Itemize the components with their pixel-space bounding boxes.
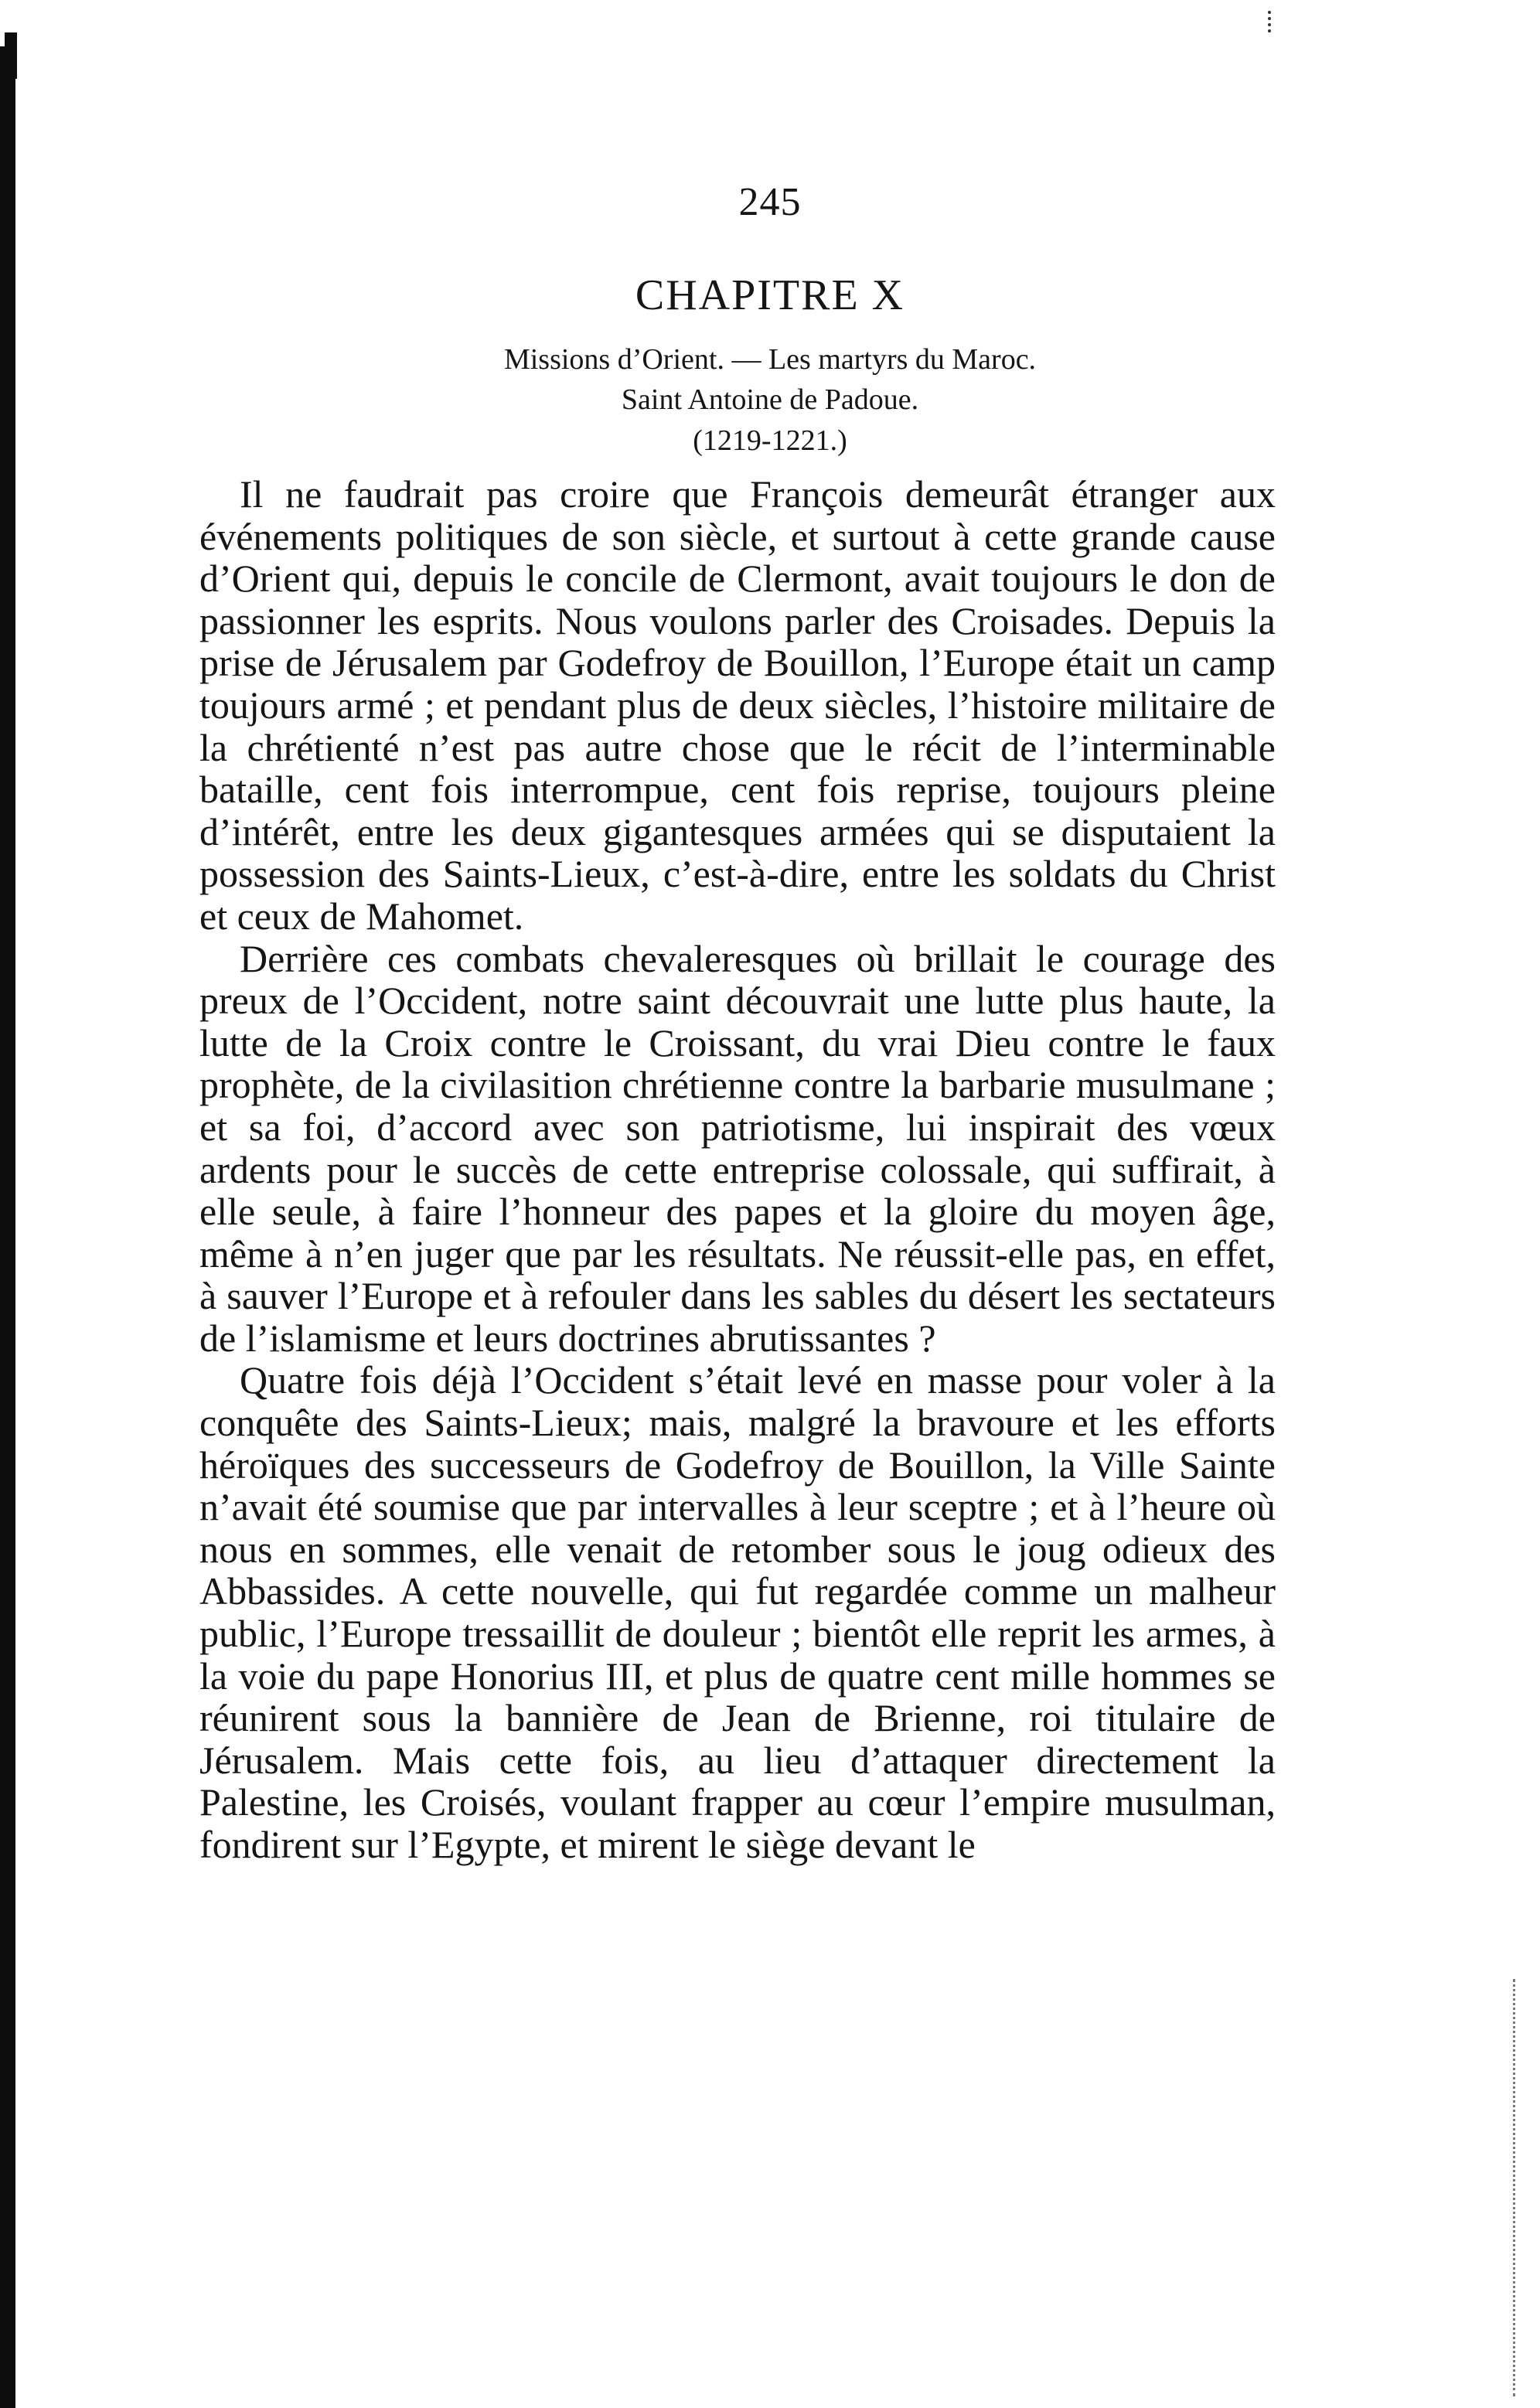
page-number: 245 [738,180,802,224]
scan-dot-marks [1268,11,1273,32]
chapter-date-range: (1219-1221.) [693,424,847,457]
body-text [199,473,1276,1866]
chapter-title: CHAPITRE X [635,271,905,319]
paragraph-3: Quatre fois déjà l’Occident s’était levé en masse pour voler à la conquête des Saints-Lieux; mais, malgré la bravoure et les efforts héroïques des successeurs de Godefroy de Bouillon, la Ville Sainte n’avait été soumise que par intervalles à leur sceptre ; et à l’heure où nous en sommes, elle venait de retomber sous le joug odieux des Abbassides. A cette nouvelle, qui fut regardée comme un malheur public, l’Europe tressaillit de douleur ; bientôt elle reprit les armes, à la voie du pape Honorius III, et plus de quatre cent mille hommes se réunirent sous la bannière de Jean de Brienne, roi titulaire de Jérusalem. Mais cette fois, au lieu d’attaquer directement la Palestine, les Croisés, voulant frapper au cœur l’empire musulman, fondirent sur l’Egypte, et mirent le siège devant le [199,1358,1276,1866]
chapter-subtitle-line-2: Saint Antoine de Padoue. [621,383,919,416]
chapter-subtitle-line-1: Missions d’Orient. — Les martyrs du Maroc. [503,343,1037,376]
paragraph-2: Derrière ces combats chevaleresques où brillait le courage des preux de l’Occident, notre saint découvrait une lutte plus haute, la lutte de la Croix contre le Croissant, du vrai Dieu contre le faux prophète, de la civilasition chrétienne contre la barbarie musulmane ; et sa foi, d’accord avec son patriotisme, lui inspirait des vœux ardents pour le succès de cette entreprise colossale, qui suffirait, à elle seule, à faire l’honneur des papes et la gloire du moyen âge, même à n’en juger que par les résultats. Ne réussit-elle pas, en effet, à sauver l’Europe et à refouler dans les sables du désert les sectateurs de l’islamisme et leurs doctrines abrutissantes ? [199,936,1276,1360]
paragraph-1: Il ne faudrait pas croire que François demeurât étranger aux événements politiques de son siècle, et surtout à cette grande cause d’Orient qui, depuis le concile de Clermont, avait toujours le don de passionner les esprits. Nous voulons parler des Croisades. Depuis la prise de Jérusalem par Godefroy de Bouillon, l’Europe était un camp toujours armé ; et pendant plus de deux siècles, l’histoire militaire de la chrétienté n’est pas autre chose que le récit de l’interminable bataille, cent fois interrompue, cent fois reprise, toujours pleine d’intérêt, entre les deux gigantesques armées qui se disputaient la possession des Saints-Lieux, c’est-à-dire, entre les soldats du Christ et ceux de Mahomet. [199,472,1276,938]
scan-margin-dots [1513,1979,1518,2396]
